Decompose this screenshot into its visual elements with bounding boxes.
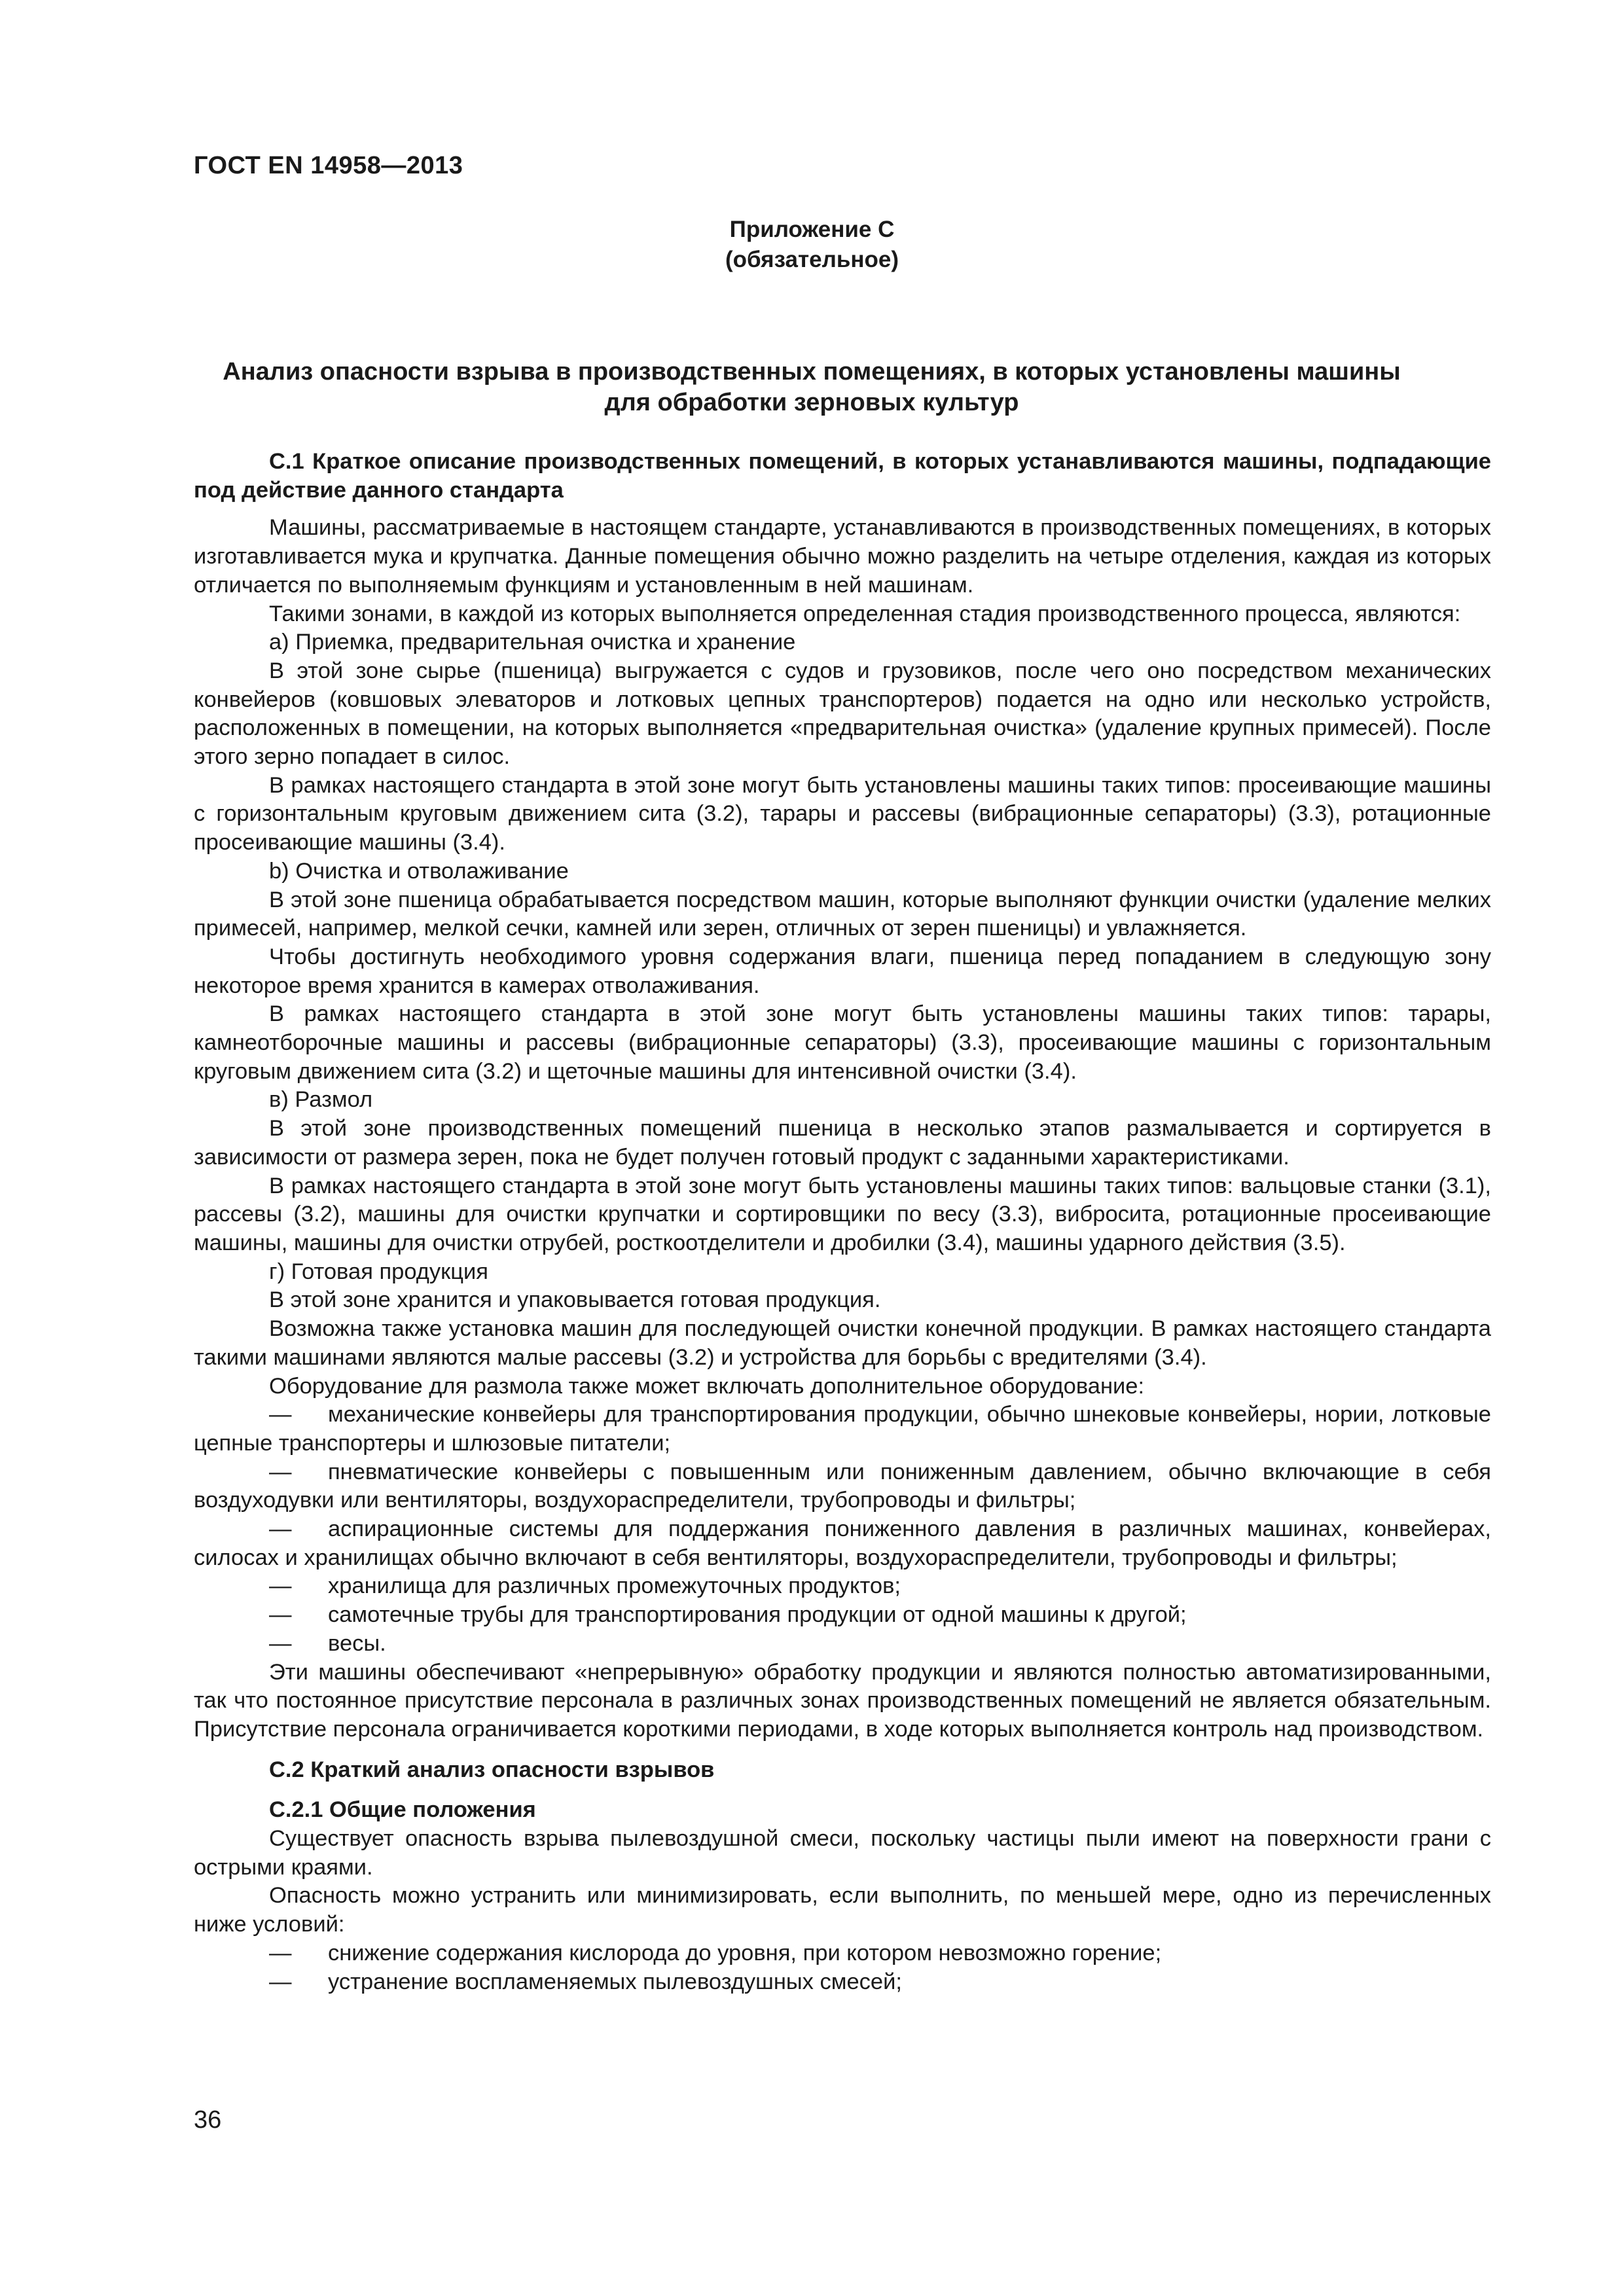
list-dash: —: [269, 1602, 292, 1628]
list-dash: —: [269, 1573, 292, 1599]
list-item-text: механические конвейеры для транспортирования продукции, обычно шнековые конвейеры, нории, лотковые цепные транспортеры и шлюзовые питатели;: [194, 1402, 1491, 1456]
title-line-2: для обработки зерновых культур: [604, 389, 1019, 416]
zone-heading: b) Очистка и отволаживание: [269, 858, 569, 884]
equipment-list-item: [194, 1630, 1491, 1659]
list-item-text: хранилища для различных промежуточных продуктов;: [328, 1573, 901, 1599]
list-item-text: самотечные трубы для транспортирования продукции от одной машины к другой;: [328, 1602, 1187, 1628]
section-heading-c2: С.2 Краткий анализ опасности взрывов: [269, 1757, 715, 1782]
list-dash: —: [269, 1630, 292, 1656]
appendix-line-1: Приложение С: [729, 217, 895, 242]
list-item-text: устранение воспламеняемых пылевоздушных смесей;: [328, 1969, 902, 1994]
document-header: ГОСТ EN 14958—2013: [194, 152, 463, 179]
paragraph: Возможна также установка машин для последующей очистки конечной продукции. В рамках настоящего стандарта такими машинами являются малые рассевы (3.2) и устройства для борьбы с вредителями (3.4).: [194, 1316, 1491, 1370]
list-item-text: снижение содержания кислорода до уровня, при котором невозможно горение;: [328, 1940, 1162, 1965]
paragraph: В этой зоне хранится и упаковывается готовая продукция.: [269, 1287, 881, 1313]
equipment-list-item: [194, 1401, 1491, 1458]
conditions-list-item: [194, 1939, 1491, 1968]
equipment-list-item: [194, 1458, 1491, 1515]
paragraph: В рамках настоящего стандарта в этой зоне могут быть установлены машины таких типов: вальцовые станки (3.1), рассевы (3.2), машины для очистки крупчатки и сортировщики по весу (3.3), вибросита, ротационные просеивающие машины, машины для очистки отрубей, росткоотделители и дробилки (3.4), машины ударного действия (3.5).: [194, 1173, 1491, 1255]
zone-heading: а) Приемка, предварительная очистка и хранение: [269, 630, 796, 655]
paragraph: Машины, рассматриваемые в настоящем стандарте, устанавливаются в производственных помещениях, в которых изготавливается мука и крупчатка. Данные помещения обычно можно разделить на четыре отделения, каждая из которых отличается по выполняемым функциям и установленным в ней машинам.: [194, 515, 1491, 598]
equipment-list-item: [194, 1572, 1491, 1601]
paragraph: Эти машины обеспечивают «непрерывную» обработку продукции и являются полностью автоматизированными, так что постоянное присутствие персонала в различных зонах производственных помещений не является обязательным. Присутствие персонала ограничивается короткими периодами, в ходе которых выполняется контроль над производством.: [194, 1659, 1491, 1742]
paragraph: В рамках настоящего стандарта в этой зоне могут быть установлены машины таких типов: тарары, камнеотборочные машины и рассевы (вибрационные сепараторы) (3.3), просеивающие машины с горизонтальным круговым движением сита (3.2) и щеточные машины для интенсивной очистки (3.4).: [194, 1001, 1491, 1084]
appendix-label: [0, 215, 1624, 275]
zone-heading: г) Готовая продукция: [269, 1259, 488, 1284]
paragraph: Чтобы достигнуть необходимого уровня содержания влаги, пшеница перед попаданием в следующую зону некоторое время хранится в камерах отволаживания.: [194, 944, 1491, 998]
list-item-text: аспирационные системы для поддержания пониженного давления в различных машинах, конвейерах, силосах и хранилищах обычно включают в себя вентиляторы, воздухораспределители, трубопроводы и фильтры;: [194, 1516, 1491, 1570]
appendix-title: [196, 357, 1427, 418]
title-line-1: Анализ опасности взрыва в производственных помещениях, в которых установлены машины: [223, 358, 1401, 386]
paragraph: В рамках настоящего стандарта в этой зоне могут быть установлены машины таких типов: просеивающие машины с горизонтальным круговым движением сита (3.2), тарары и рассевы (вибрационные сепараторы) (3.3), ротационные просеивающие машины (3.4).: [194, 772, 1491, 855]
document-body: [194, 448, 1491, 1996]
paragraph: Оборудование для размола также может включать дополнительное оборудование:: [269, 1373, 1145, 1399]
zone-heading: в) Размол: [269, 1087, 373, 1113]
section-heading-c1: С.1 Краткое описание производственных помещений, в которых устанавливаются машины, подпадающие под действие данного стандарта: [194, 449, 1491, 503]
paragraph: Опасность можно устранить или минимизировать, если выполнить, по меньшей мере, одно из перечисленных ниже условий:: [194, 1883, 1491, 1937]
appendix-line-2: (обязательное): [725, 247, 899, 272]
list-dash: —: [269, 1969, 292, 1994]
paragraph: В этой зоне сырье (пшеница) выгружается с судов и грузовиков, после чего оно посредством механических конвейеров (ковшовых элеваторов и лотковых цепных транспортеров) подается на одно или несколько устройств, расположенных в помещении, на которых выполняется «предварительная очистка» (удаление крупных примесей). После этого зерно попадает в силос.: [194, 658, 1491, 770]
conditions-list-item: [194, 1968, 1491, 1997]
paragraph: В этой зоне пшеница обрабатывается посредством машин, которые выполняют функции очистки (удаление мелких примесей, например, мелкой сечки, камней или зерен, отличных от зерен пшеницы) и увлажняется.: [194, 887, 1491, 941]
list-dash: —: [269, 1516, 292, 1542]
equipment-list-item: [194, 1601, 1491, 1630]
list-dash: —: [269, 1402, 292, 1427]
paragraph: Существует опасность взрыва пылевоздушной смеси, поскольку частицы пыли имеют на поверхности грани с острыми краями.: [194, 1826, 1491, 1880]
paragraph: В этой зоне производственных помещений пшеница в несколько этапов размалывается и сортируется в зависимости от размера зерен, пока не будет получен готовый продукт с заданными характеристиками.: [194, 1116, 1491, 1170]
list-dash: —: [269, 1940, 292, 1965]
page-number: 36: [194, 2106, 222, 2134]
list-dash: —: [269, 1459, 292, 1484]
equipment-list-item: [194, 1515, 1491, 1572]
paragraph: Такими зонами, в каждой из которых выполняется определенная стадия производственного процесса, являются:: [269, 601, 1461, 626]
section-heading-c21: С.2.1 Общие положения: [269, 1797, 536, 1823]
list-item-text: пневматические конвейеры с повышенным или пониженным давлением, обычно включающие в себя воздуходувки или вентиляторы, воздухораспределители, трубопроводы и фильтры;: [194, 1459, 1491, 1513]
list-item-text: весы.: [328, 1630, 386, 1656]
